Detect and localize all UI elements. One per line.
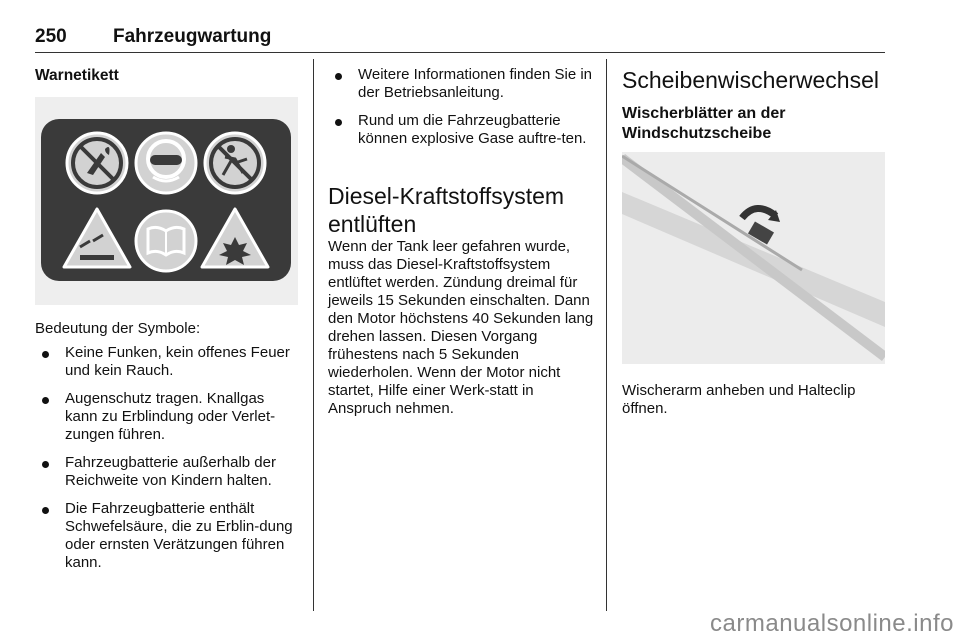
list-item: Augenschutz tragen. Knallgas kann zu Erblindung oder Verlet-zungen führen. [35,390,300,444]
page-header [35,8,885,48]
section-heading-diesel [328,182,596,238]
read-manual-icon [136,211,196,271]
warning-label-graphic [35,97,298,305]
section-heading-diesel-line2: entlüften [328,211,417,237]
header-rule [35,52,885,53]
column-divider-right [606,59,607,611]
bullet-dot-icon [42,461,49,468]
subsection-heading-line1: Wischerblätter an der [622,105,786,122]
list-item: Weitere Informationen finden Sie in der Betriebsanleitung. [328,66,594,102]
symbols-bullet-list [35,344,300,582]
bullet-dot-icon [42,351,49,358]
battery-bullet-list [328,66,594,158]
warning-label-figure [35,97,298,305]
chapter-title: Fahrzeugwartung [113,26,272,47]
list-item: Fahrzeugbatterie außerhalb der Reichweite von Kindern halten. [35,454,300,490]
bullet-dot-icon [335,119,342,126]
page-number: 250 [35,26,67,47]
watermark: carmanualsonline.info [710,610,954,637]
section-heading-diesel-line1: Diesel-Kraftstoffsystem [328,183,565,209]
eye-protection-icon [136,133,196,193]
bullet-dot-icon [42,507,49,514]
list-item: Rund um die Fahrzeugbatterie können explosive Gase auftre-ten. [328,112,594,148]
diesel-paragraph: Wenn der Tank leer gefahren wurde, muss das Diesel-Kraftstoffsystem entlüftet werden. Zündung dreimal für jeweils 15 Sekunden einschalten. Dann den Motor höchstens 40 Sekunden lang drehen lassen. Diesen Vorgang frühestens nach 5 Sekunden wiederholen. Wenn der Motor nicht startet, Hilfe einer Werk-statt in Anspruch nehmen. [328,238,594,417]
list-item: Die Fahrzeugbatterie enthält Schwefelsäure, die zu Erblin-dung oder ernsten Verätzungen führen kann. [35,500,300,572]
column-divider-left [313,59,314,611]
bullet-dot-icon [335,73,342,80]
subsection-heading-windshield [622,104,785,144]
symbols-intro: Bedeutung der Symbole: [35,320,201,337]
wiper-caption: Wischerarm anheben und Halteclip öffnen. [622,382,856,417]
section-heading-warnetikett: Warnetikett [35,67,119,84]
list-item: Keine Funken, kein offenes Feuer und kein Rauch. [35,344,300,380]
subsection-heading-line2: Windschutzscheibe [622,125,772,142]
wiper-figure [622,152,885,364]
bullet-dot-icon [42,397,49,404]
section-heading-wiper: Scheibenwischerwechsel [622,67,879,93]
keep-children-away-icon [205,133,265,193]
wiper-illustration [622,152,885,364]
no-fire-icon [67,133,127,193]
